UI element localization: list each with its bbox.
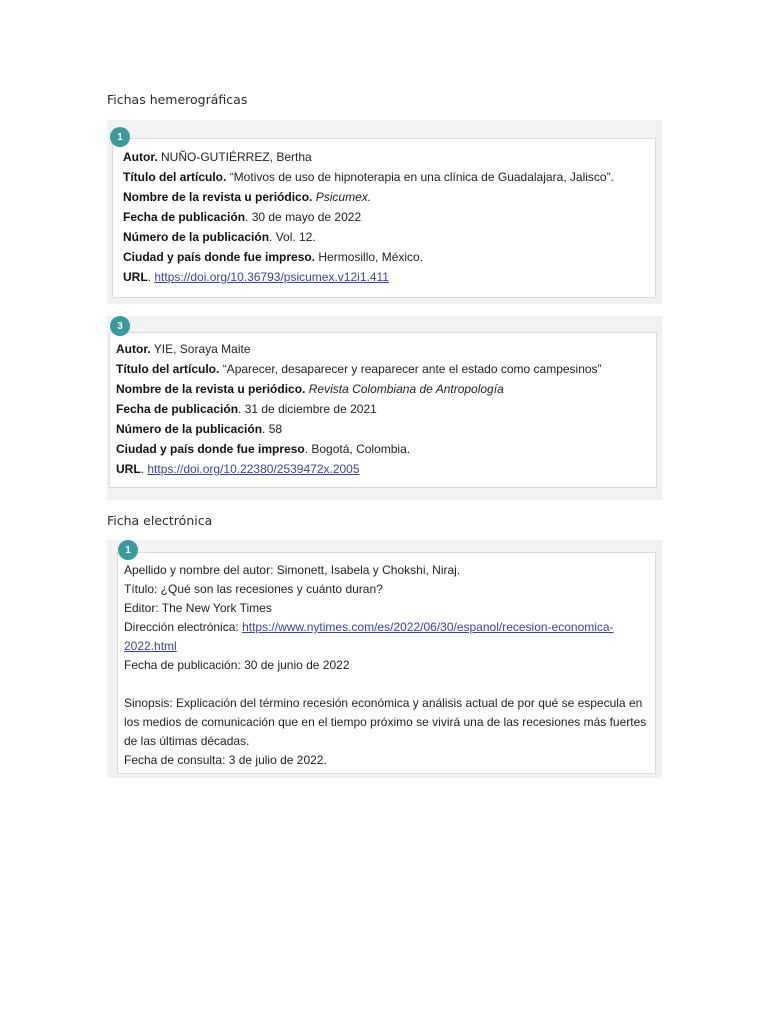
journal-row xyxy=(123,187,647,207)
journal-label: Nombre de la revista u periódico. xyxy=(116,382,306,396)
address-line-cont xyxy=(124,637,647,656)
spacer xyxy=(124,675,647,694)
ficha-card-1 xyxy=(107,120,662,304)
date-row xyxy=(123,207,647,227)
url-separator: . xyxy=(140,462,145,476)
city-row xyxy=(123,247,647,267)
synopsis-line-1: Sinopsis: Explicación del término recesión económica y análisis actual de por qué se especula en xyxy=(124,696,643,710)
date-value: . 31 de diciembre de 2021 xyxy=(238,402,377,416)
number-badge: 1 xyxy=(118,540,138,560)
city-value: Hermosillo, México. xyxy=(318,250,424,264)
pub-date-line: Fecha de publicación: 30 de junio de 2022 xyxy=(124,658,350,672)
title-line: Título: ¿Qué son las recesiones y cuánto duran? xyxy=(124,582,383,596)
section-title-electronica: Ficha electrónica xyxy=(107,513,213,528)
section-title-hemerograficas: Fichas hemerográficas xyxy=(107,92,248,107)
number-label: Número de la publicación xyxy=(116,422,263,436)
synopsis-line-3: de las últimas décadas. xyxy=(124,734,250,748)
number-label: Número de la publicación xyxy=(123,230,270,244)
address-line xyxy=(124,618,647,637)
title-row xyxy=(116,359,648,379)
journal-value: Revista Colombiana de Antropología xyxy=(308,382,504,396)
ficha-electronica-card xyxy=(107,540,662,778)
url-label: URL xyxy=(116,462,141,476)
url-row xyxy=(123,267,647,287)
ficha-card-3-body xyxy=(109,332,657,488)
synopsis-line-2: los medios de comunicación que en el tiempo próximo se vivirá una de las recesiones más fuertes xyxy=(124,715,647,729)
date-row xyxy=(116,399,648,419)
address-label: Dirección electrónica: xyxy=(124,620,243,634)
author-label: Autor. xyxy=(116,342,151,356)
city-value: . Bogotá, Colombia. xyxy=(304,442,411,456)
journal-label: Nombre de la revista u periódico. xyxy=(123,190,313,204)
number-badge: 3 xyxy=(110,316,130,336)
journal-value: Psicumex. xyxy=(315,190,372,204)
journal-row xyxy=(116,379,648,399)
number-badge: 1 xyxy=(110,127,130,147)
consult-date-line: Fecha de consulta: 3 de julio de 2022. xyxy=(124,753,327,767)
title-label: Título del artículo. xyxy=(116,362,220,376)
nytimes-link[interactable]: https://www.nytimes.com/es/2022/06/30/espanol/recesion-economica- xyxy=(242,620,614,634)
author-value: NUÑO-GUTIÉRREZ, Bertha xyxy=(161,150,312,164)
doi-link[interactable]: https://doi.org/10.36793/psicumex.v12i1.411 xyxy=(154,270,389,284)
title-label: Título del artículo. xyxy=(123,170,227,184)
ficha-card-1-body xyxy=(112,138,656,298)
author-row xyxy=(123,147,647,167)
number-row xyxy=(123,227,647,247)
author-value: YIE, Soraya Maite xyxy=(153,342,251,356)
url-row xyxy=(116,459,648,479)
date-label: Fecha de publicación xyxy=(123,210,246,224)
editor-line: Editor: The New York Times xyxy=(124,601,272,615)
title-value: “Aparecer, desaparecer y reaparecer ante el estado como campesinos” xyxy=(222,362,602,376)
ficha-electronica-body xyxy=(117,552,656,774)
author-row xyxy=(116,339,648,359)
city-label: Ciudad y país donde fue impreso xyxy=(116,442,305,456)
url-label: URL xyxy=(123,270,148,284)
author-line: Apellido y nombre del autor: Simonett, Isabela y Chokshi, Niraj. xyxy=(124,563,461,577)
number-row xyxy=(116,419,648,439)
number-value: . Vol. 12. xyxy=(269,230,316,244)
title-value: “Motivos de uso de hipnoterapia en una clínica de Guadalajara, Jalisco”. xyxy=(229,170,614,184)
doi-link[interactable]: https://doi.org/10.22380/2539472x.2005 xyxy=(147,462,360,476)
ficha-card-3 xyxy=(107,316,662,500)
title-row xyxy=(123,167,647,187)
url-separator: . xyxy=(147,270,152,284)
number-value: . 58 xyxy=(262,422,283,436)
nytimes-link-cont[interactable]: 2022.html xyxy=(124,639,177,653)
date-value: . 30 de mayo de 2022 xyxy=(245,210,362,224)
date-label: Fecha de publicación xyxy=(116,402,239,416)
city-label: Ciudad y país donde fue impreso. xyxy=(123,250,316,264)
author-label: Autor. xyxy=(123,150,158,164)
city-row xyxy=(116,439,648,459)
